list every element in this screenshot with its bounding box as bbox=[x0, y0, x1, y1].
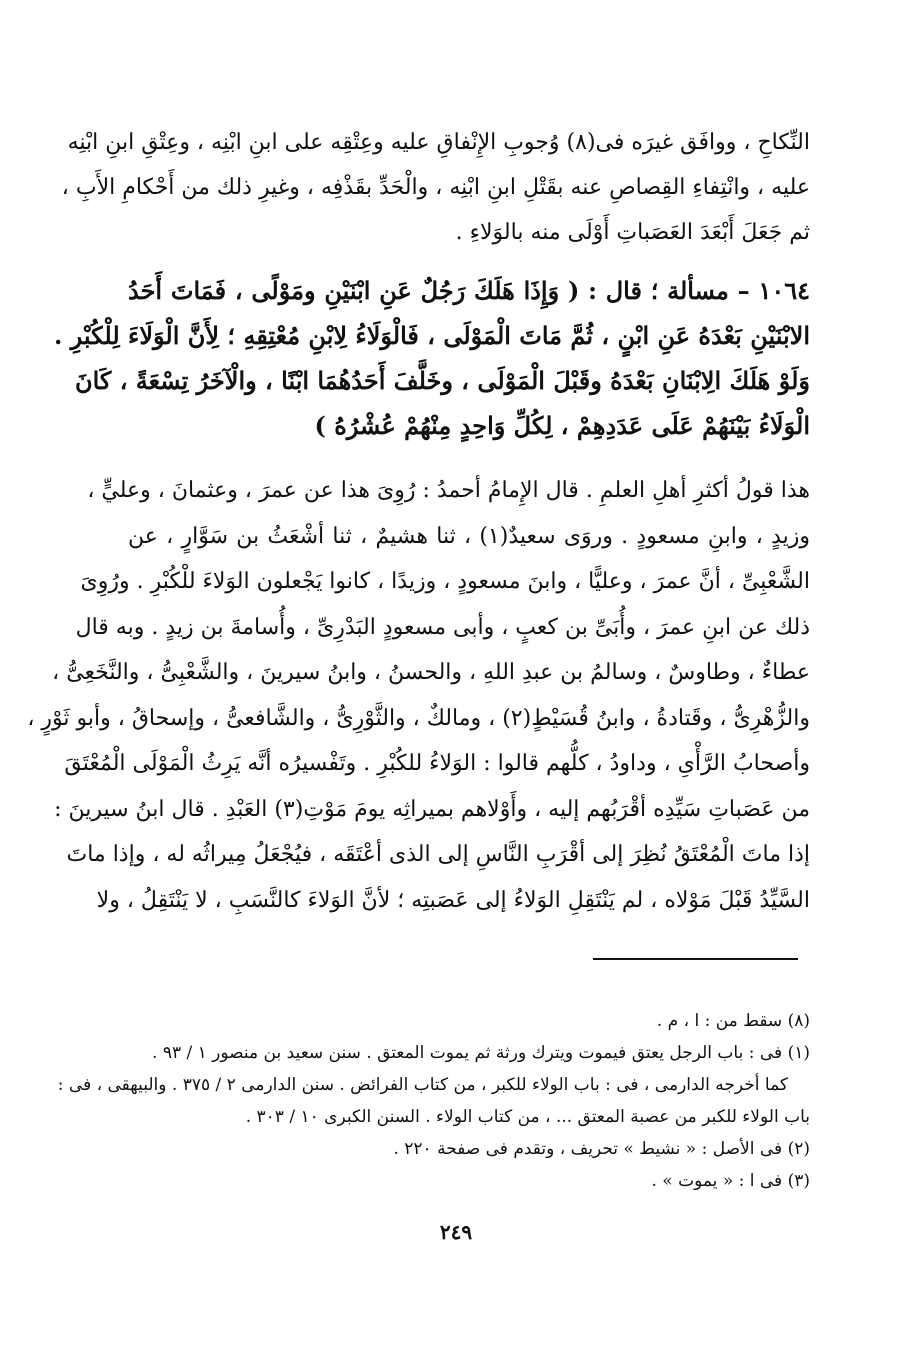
page-number: ٢٤٩ bbox=[439, 1220, 473, 1244]
text-line: السَّيِّدُ قَبْلَ مَوْلاه ، لم يَنْتَقِلِ الوَلاءُ إلى عَصَبتِه ؛ لأنَّ الوَلاءَ كالنَّسَبِ ، لا يَنْتَقِلُ ، ولا bbox=[96, 887, 810, 913]
text-line: النِّكاحِ ، ووافَق غيرَه فى(٨) وُجوبِ الإِنْفاقِ عليه وعِتْقِه على ابنِ ابْنِه ، وعِتْقِ ابنِ ابْنِه bbox=[67, 130, 810, 155]
issue-line: ١٠٦٤ – مسألة ؛ قال : ( وَإِذَا هَلَكَ رَجُلٌ عَنِ ابْنَيْنِ ومَوْلًى ، فَمَاتَ أَحَدُ bbox=[128, 276, 810, 305]
issue-line: الْوَلَاءُ بَيْنَهُمْ عَلَى عَدَدِهِمْ ، لِكُلِّ وَاحِدٍ مِنْهُمْ عُشْرُهُ ) bbox=[314, 411, 810, 440]
commentary-paragraph bbox=[27, 468, 810, 923]
issue-paragraph bbox=[53, 268, 810, 448]
text-line: ثم جَعَلَ أَبْعَدَ العَصَباتِ أَوْلَى منه بالوَلاءِ . bbox=[455, 220, 810, 245]
text-line: ذلك عن ابنِ عمرَ ، وأُبَىِّ بن كعبٍ ، وأبى مسعودٍ البَدْرِىِّ ، وأُسامةَ بن زيدٍ . وبه قال bbox=[75, 614, 810, 640]
footnote: باب الولاء للكبر من عصبة المعتق ... ، من كتاب الولاء . السنن الكبرى ١٠ / ٣٠٣ . bbox=[245, 1107, 810, 1127]
issue-line: وَلَوْ هَلَكَ الِابْنَانِ بَعْدَهُ وقَبْلَ الْمَوْلَى ، وخَلَّفَ أَحَدُهُمَا ابْنًا ، والْآخَرُ تِسْعَةً ، كَانَ bbox=[74, 366, 810, 395]
issue-line: الابْنَيْنِ بَعْدَهُ عَنِ ابْنٍ ، ثُمَّ مَاتَ الْمَوْلَى ، فَالْوَلَاءُ لِابْنِ مُعْتِقِهِ ؛ لِأَنَّ الْوَلَاءَ لِلْكُبْرِ . bbox=[53, 321, 810, 350]
text-line: وزيدٍ ، وابنِ مسعودٍ . وروَى سعيدٌ(١) ، ثنا هشيمٌ ، ثنا أشْعَثُ بن سَوَّارٍ ، عن bbox=[128, 523, 810, 549]
text-line: عليه ، وانْتِفاءِ القِصاصِ عنه بقَتْلِ ابنِ ابْنِه ، والْحَدِّ بقَذْفِه ، وغيرِ ذلك من أَحْكامِ الأَبِ ، bbox=[61, 175, 810, 200]
text-line: والزُّهْرِىُّ ، وقَتادةُ ، وابنُ قُسَيْطٍ(٢) ، ومالكٌ ، والثَّوْرِىُّ ، والشَّافعىُّ ، وإسحاقُ ، وأبو ثَوْرٍ ، bbox=[27, 705, 810, 731]
footnotes bbox=[57, 1005, 810, 1197]
footnote: (٣) فى ا : « يموت » . bbox=[651, 1171, 810, 1191]
text-line: هذا قولُ أكثرِ أهلِ العلمِ . قال الإِمامُ أحمدُ : رُوِىَ هذا عن عمرَ ، وعثمانَ ، وعليٍّ ، bbox=[87, 478, 810, 503]
footnote: (١) فى : باب الرجل يعتق فيموت ويترك ورثة ثم يموت المعتق . سنن سعيد بن منصور ١ / ٩٣ . bbox=[152, 1043, 810, 1063]
footnote: (٨) سقط من : ا ، م . bbox=[656, 1011, 810, 1031]
footnote-divider bbox=[593, 958, 798, 960]
text-line: من عَصَباتِ سَيِّدِه أقْرَبُهم إليه ، وأَوْلاهم بميراثِه يومَ مَوْتِ(٣) العَبْدِ . قال ابنُ سيرينَ : bbox=[54, 796, 810, 822]
footnote: كما أخرجه الدارمى ، فى : باب الولاء للكبر ، من كتاب الفرائض . سنن الدارمى ٢ / ٣٧٥ . والبيهقى ، فى : bbox=[57, 1075, 788, 1095]
text-line: عطاءٌ ، وطاوسٌ ، وسالمُ بن عبدِ اللهِ ، والحسنُ ، وابنُ سيرينَ ، والشَّعْبِىُّ ، والنَّخَعِىُّ ، bbox=[52, 660, 810, 685]
text-line: الشَّعْبِىِّ ، أنَّ عمرَ ، وعليًّا ، وابنَ مسعودٍ ، وزيدًا ، كانوا يَجْعلون الوَلاءَ للْكُبْرِ . ورُوِىَ bbox=[80, 569, 810, 594]
text-line: وأصحابُ الرَّأْىِ ، وداودُ ، كلُّهم قالوا : الوَلاءُ للكُبْرِ . وتَفْسيرُه أنَّه يَرِثُ الْمَوْلَى الْمُعْتَقَ bbox=[64, 751, 810, 776]
footnote: (٢) فى الأصل : « نشيط » تحريف ، وتقدم فى صفحة ٢٢٠ . bbox=[393, 1139, 810, 1159]
text-line: إذا ماتَ الْمُعْتَقُ نُظِرَ إلى أقْرَبِ النَّاسِ إلى الذى أعْتَقَه ، فيُجْعَلُ مِيراثُه له ، وإذا ماتَ bbox=[66, 842, 810, 867]
intro-paragraph bbox=[61, 120, 810, 255]
